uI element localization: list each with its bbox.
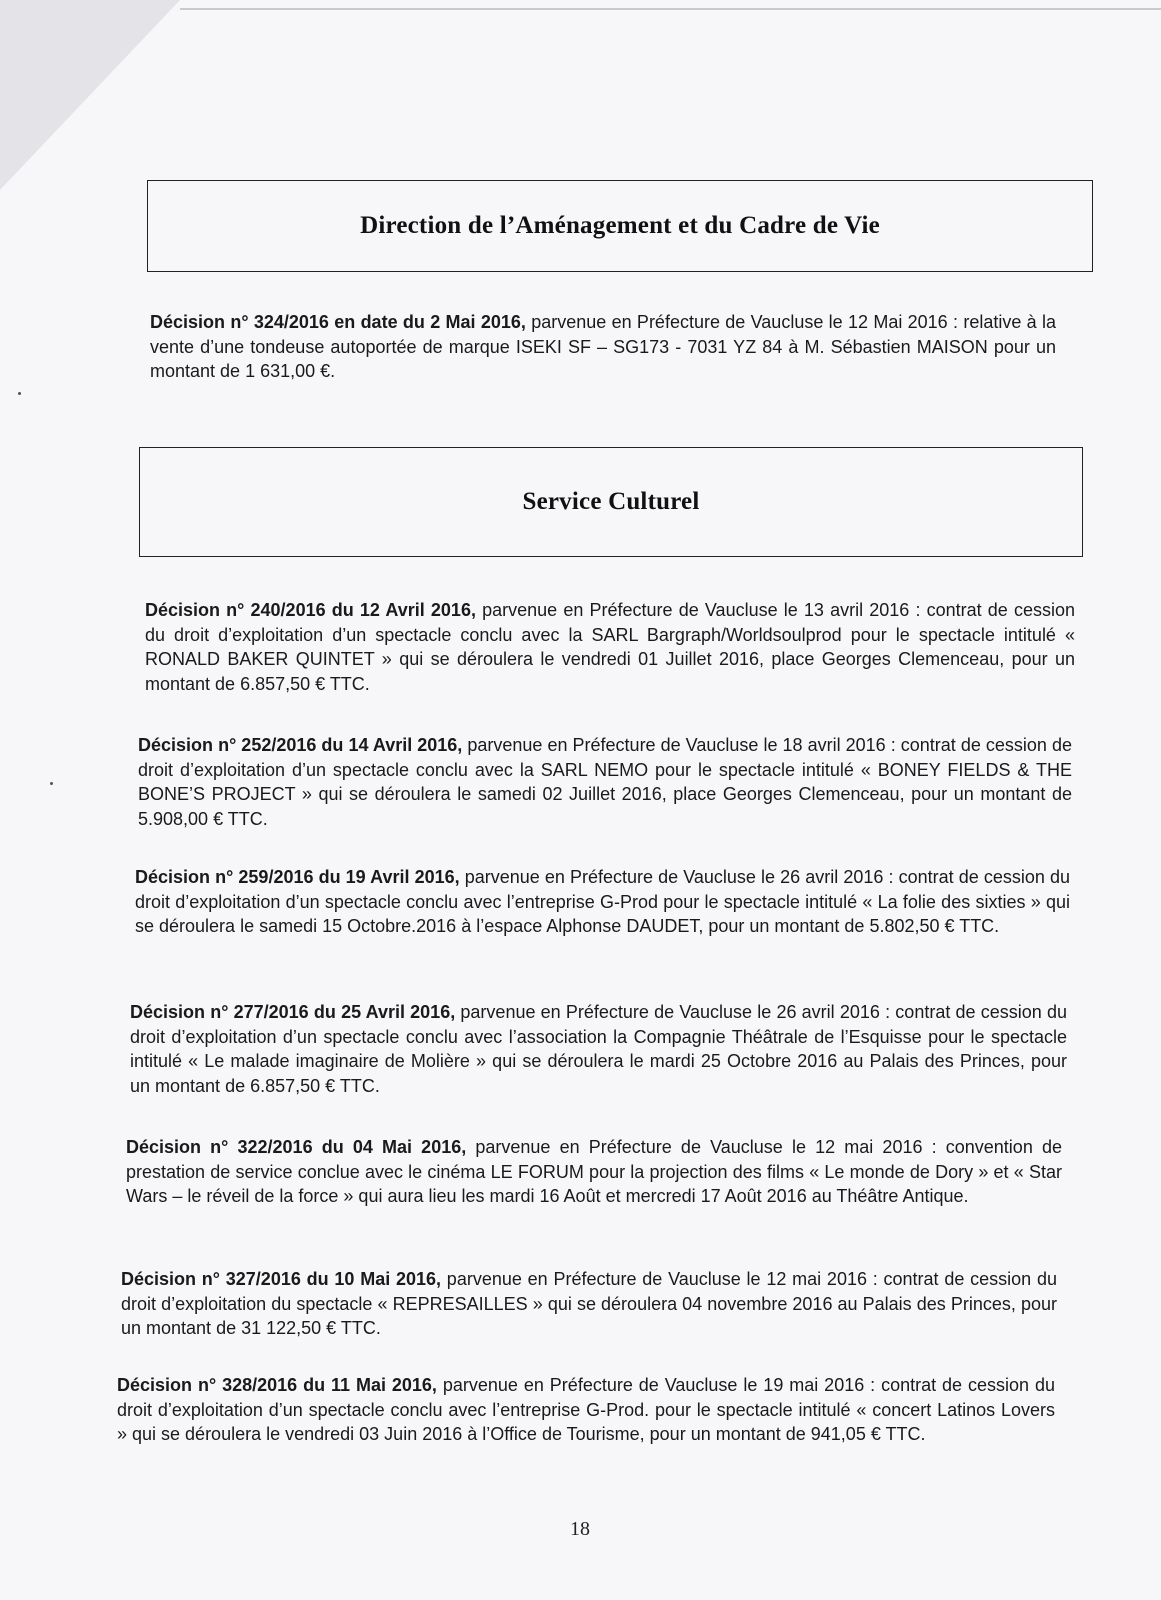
decision-text: parvenue en Préfecture de Vaucluse le 12 mai 2016 : contrat de cession du droit d’exploitation du spectacle « REPRESAILLES » qui se déroulera 04 novembre 2016 au Palais des Princes, pour un montant de 31 122,50 € TTC. bbox=[121, 1269, 1057, 1338]
decision-reference: Décision n° 324/2016 en date du 2 Mai 2016, bbox=[150, 312, 526, 332]
decision-paragraph bbox=[138, 733, 1072, 831]
section-header-amenagement bbox=[147, 180, 1093, 272]
decision-reference: Décision n° 277/2016 du 25 Avril 2016, bbox=[130, 1002, 456, 1022]
decision-text: parvenue en Préfecture de Vaucluse le 12 mai 2016 : convention de prestation de service conclue avec le cinéma LE FORUM pour la projection des films « Le monde de Dory » et « Star Wars – le réveil de la force » qui aura lieu les mardi 16 Août et mercredi 17 Août 2016 au Théâtre Antique. bbox=[126, 1137, 1062, 1206]
folded-corner bbox=[0, 0, 180, 190]
decision-paragraph bbox=[126, 1135, 1062, 1209]
section-title: Service Culturel bbox=[522, 488, 700, 515]
decision-text: parvenue en Préfecture de Vaucluse le 12 Mai 2016 : relative à la vente d’une tondeuse autoportée de marque ISEKI SF – SG173 - 7031 YZ 84 à M. Sébastien MAISON pour un montant de 1 631,00 €. bbox=[150, 312, 1056, 381]
decision-text: parvenue en Préfecture de Vaucluse le 26 avril 2016 : contrat de cession du droit d’exploitation d’un spectacle conclu avec l’association la Compagnie Théâtrale de l’Esquisse pour le spectacle intitulé « Le malade imaginaire de Molière » qui se déroulera le mardi 25 Octobre 2016 au Palais des Princes, pour un montant de 6.857,50 € TTC. bbox=[130, 1002, 1067, 1096]
decision-reference: Décision n° 240/2016 du 12 Avril 2016, bbox=[145, 600, 476, 620]
top-edge-line bbox=[180, 8, 1161, 10]
decision-reference: Décision n° 327/2016 du 10 Mai 2016, bbox=[121, 1269, 442, 1289]
decision-text: parvenue en Préfecture de Vaucluse le 19 mai 2016 : contrat de cession du droit d’exploitation d’un spectacle conclu avec l’entreprise G-Prod. pour le spectacle intitulé « concert Latinos Lovers » qui se déroulera le vendredi 03 Juin 2016 à l’Office de Tourisme, pour un montant de 941,05 € TTC. bbox=[117, 1375, 1055, 1444]
scan-speck bbox=[50, 782, 53, 785]
decision-reference: Décision n° 322/2016 du 04 Mai 2016, bbox=[126, 1137, 467, 1157]
section-title: Direction de l’Aménagement et du Cadre de Vie bbox=[360, 212, 880, 239]
decision-reference: Décision n° 252/2016 du 14 Avril 2016, bbox=[138, 735, 463, 755]
decision-text: parvenue en Préfecture de Vaucluse le 18 avril 2016 : contrat de cession de droit d’exploitation d’un spectacle conclu avec la SARL NEMO pour le spectacle intitulé « BONEY FIELDS & THE BONE’S PROJECT » qui se déroulera le samedi 02 Juillet 2016, place Georges Clemenceau, pour un montant de 5.908,00 € TTC. bbox=[138, 735, 1072, 829]
decision-paragraph bbox=[150, 310, 1056, 384]
scan-speck bbox=[18, 392, 21, 395]
decision-reference: Décision n° 259/2016 du 19 Avril 2016, bbox=[135, 867, 460, 887]
page-number: 18 bbox=[570, 1518, 590, 1540]
decision-reference: Décision n° 328/2016 du 11 Mai 2016, bbox=[117, 1375, 437, 1395]
decision-text: parvenue en Préfecture de Vaucluse le 13 avril 2016 : contrat de cession du droit d’exploitation d’un spectacle conclu avec la SARL Bargraph/Worldsoulprod pour le spectacle intitulé « RONALD BAKER QUINTET » qui se déroulera le vendredi 01 Juillet 2016, place Georges Clemenceau, pour un montant de 6.857,50 € TTC. bbox=[145, 600, 1075, 694]
decision-paragraph bbox=[135, 865, 1070, 939]
decision-paragraph bbox=[130, 1000, 1067, 1098]
decision-paragraph bbox=[117, 1373, 1055, 1447]
decision-paragraph bbox=[145, 598, 1075, 696]
decision-paragraph bbox=[121, 1267, 1057, 1341]
decision-text: parvenue en Préfecture de Vaucluse le 26 avril 2016 : contrat de cession du droit d’exploitation d’un spectacle conclu avec l’entreprise G-Prod pour le spectacle intitulé « La folie des sixties » qui se déroulera le samedi 15 Octobre.2016 à l’espace Alphonse DAUDET, pour un montant de 5.802,50 € TTC. bbox=[135, 867, 1070, 936]
section-header-culturel bbox=[139, 447, 1083, 557]
